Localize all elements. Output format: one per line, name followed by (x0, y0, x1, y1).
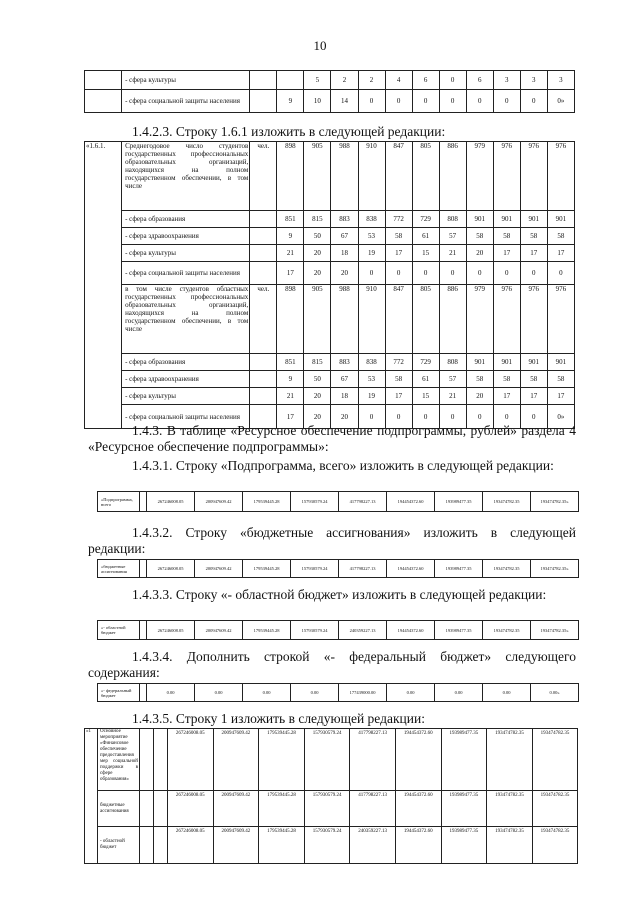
value-cell: 21 (439, 388, 466, 405)
table-row (85, 228, 575, 245)
value-cell: 17 (277, 262, 304, 285)
value-cell: 58 (385, 371, 412, 388)
row-label: в том числе студентов областных государственных профессиональных образовательных организаций, находящихся на полном государственном обеспечении, в том числе (122, 285, 250, 354)
value-cell: 179539445.28 (243, 560, 291, 578)
value-cell: 20 (304, 262, 331, 285)
empty-cell (140, 684, 147, 702)
table-row (85, 90, 575, 113)
value-cell: 3 (547, 71, 574, 90)
value-cell: 772 (385, 211, 412, 228)
table-row (98, 621, 579, 640)
value-cell: 194454372.60 (395, 729, 441, 791)
value-cell: 0» (547, 90, 574, 113)
value-cell: 0 (493, 90, 520, 113)
value-cell: 17 (385, 245, 412, 262)
value-cell: 193989477.35 (441, 729, 487, 791)
value-cell: 0.00 (291, 684, 339, 702)
paragraph-1-4-3-3: 1.4.3.3. Строку «- областной бюджет» изложить в следующей редакции: (132, 587, 547, 602)
value-cell: 179539445.28 (259, 791, 305, 827)
empty-cell (140, 621, 147, 640)
value-cell: 193474782.35 (483, 621, 531, 640)
row-number: «1.6.1. (85, 142, 122, 429)
value-cell: 20 (304, 245, 331, 262)
value-cell: 20 (304, 388, 331, 405)
value-cell: 901 (520, 211, 547, 228)
value-cell: 53 (358, 228, 385, 245)
value-cell: 194454372.60 (387, 621, 435, 640)
value-cell: 0 (412, 262, 439, 285)
value-cell: 57 (439, 228, 466, 245)
paragraph-1-4-3-1: 1.4.3.1. Строку «Подпрограмма, всего» изложить в следующей редакции: (132, 458, 554, 473)
unit-cell (250, 211, 277, 228)
value-cell: 6 (412, 71, 439, 90)
value-cell: 847 (385, 142, 412, 211)
value-cell: 240359227.13 (350, 827, 396, 864)
value-cell: 901 (547, 211, 574, 228)
value-cell: 805 (412, 285, 439, 354)
value-cell: 901 (493, 211, 520, 228)
paragraph-1-4-3-2: 1.4.3.2. Строку «бюджетные ассигнования» изложить в следующей редакции: (88, 525, 576, 556)
unit-cell (250, 388, 277, 405)
value-cell: 3 (493, 71, 520, 90)
value-cell: 58 (547, 228, 574, 245)
value-cell: 17 (385, 388, 412, 405)
value-cell: 0 (385, 262, 412, 285)
value-cell: 267246008.05 (147, 621, 195, 640)
value-cell: 20 (304, 405, 331, 429)
value-cell: 901 (520, 354, 547, 371)
value-cell: 267246008.05 (168, 827, 214, 864)
value-cell: 901 (466, 211, 493, 228)
value-cell: 0 (358, 90, 385, 113)
value-cell: 193474782.35 (487, 729, 533, 791)
value-cell: 19 (358, 388, 385, 405)
value-cell: 3 (520, 71, 547, 90)
value-cell: 0.00 (243, 684, 291, 702)
value-cell: 193474782.35 (532, 827, 578, 864)
row-label: - сфера социальной защиты населения (122, 90, 250, 113)
number-cell (85, 71, 122, 90)
value-cell: 976 (493, 142, 520, 211)
value-cell: 200947609.42 (213, 791, 259, 827)
table-row (85, 245, 575, 262)
value-cell: 910 (358, 142, 385, 211)
value-cell: 905 (304, 285, 331, 354)
value-cell: 267246008.05 (168, 729, 214, 791)
empty-cell (154, 791, 168, 827)
value-cell: 17 (547, 388, 574, 405)
unit-cell: чел. (250, 142, 277, 211)
table-row (98, 684, 579, 702)
value-cell: 14 (331, 90, 358, 113)
value-cell: 179539445.28 (259, 729, 305, 791)
value-cell: 67 (331, 371, 358, 388)
value-cell: 883 (331, 211, 358, 228)
value-cell: 157930579.24 (304, 729, 350, 791)
value-cell: 988 (331, 142, 358, 211)
row-label: «бюджетные ассигнования (98, 560, 140, 578)
row-label: - сфера культуры (122, 245, 250, 262)
row-label: - сфера здравоохранения (122, 371, 250, 388)
value-cell: 9 (277, 90, 304, 113)
value-cell: 200947609.42 (213, 827, 259, 864)
value-cell: 179539445.28 (243, 621, 291, 640)
value-cell: 851 (277, 211, 304, 228)
row-label: Среднегодовое число студентов государственных профессиональных образовательных организаций, находящихся на полном государственном обеспечении, в том числе (122, 142, 250, 211)
value-cell: 772 (385, 354, 412, 371)
value-cell: 0 (412, 405, 439, 429)
value-cell: 910 (358, 285, 385, 354)
empty-cell (140, 560, 147, 578)
value-cell: 0.00» (531, 684, 579, 702)
value-cell: 57 (439, 371, 466, 388)
value-cell: 193474782.35» (531, 621, 579, 640)
value-cell: 976 (493, 285, 520, 354)
value-cell: 193474782.35» (531, 492, 579, 512)
value-cell: 976 (520, 142, 547, 211)
value-cell: 58 (493, 371, 520, 388)
value-cell: 193474782.35 (487, 791, 533, 827)
value-cell: 58 (520, 228, 547, 245)
table-row (85, 371, 575, 388)
value-cell: 193474782.35 (483, 560, 531, 578)
value-cell: 18 (331, 388, 358, 405)
value-cell: 0 (385, 90, 412, 113)
value-cell: 179539445.28 (243, 492, 291, 512)
value-cell: 193989477.35 (435, 492, 483, 512)
paragraph-1-4-2-3: 1.4.2.3. Строку 1.6.1 изложить в следующей редакции: (132, 124, 446, 139)
value-cell: 20 (466, 388, 493, 405)
row-label: - сфера социальной защиты населения (122, 405, 250, 429)
value-cell: 0 (385, 405, 412, 429)
value-cell: 901 (493, 354, 520, 371)
value-cell: 58 (493, 228, 520, 245)
table-activity-1 (84, 728, 578, 864)
table-row (85, 262, 575, 285)
value-cell: 15 (412, 245, 439, 262)
value-cell: 58 (547, 371, 574, 388)
table-1-6-1 (84, 141, 575, 429)
value-cell: 200947609.42 (213, 729, 259, 791)
value-cell: 194454372.60 (395, 791, 441, 827)
table-row (98, 560, 579, 578)
row-label: бюджетные ассигнования (98, 791, 140, 827)
value-cell: 17 (520, 388, 547, 405)
value-cell: 0.00 (483, 684, 531, 702)
page-number: 10 (313, 38, 327, 53)
table-row-subprogram (97, 491, 579, 512)
value-cell: 15 (412, 388, 439, 405)
row-label: - сфера культуры (122, 388, 250, 405)
empty-cell (140, 729, 154, 791)
value-cell: 157930579.24 (291, 492, 339, 512)
value-cell: 193989477.35 (435, 621, 483, 640)
value-cell: 240359227.13 (339, 621, 387, 640)
value-cell: 901 (547, 354, 574, 371)
value-cell: 58 (466, 371, 493, 388)
value-cell: 193474782.35» (531, 560, 579, 578)
value-cell: 0 (520, 90, 547, 113)
value-cell: 0 (493, 405, 520, 429)
table-row (85, 791, 578, 827)
value-cell: 0 (493, 262, 520, 285)
value-cell: 901 (466, 354, 493, 371)
table-row (85, 142, 575, 211)
value-cell: 0 (466, 405, 493, 429)
value-cell: 2 (358, 71, 385, 90)
value-cell: 21 (439, 245, 466, 262)
paragraph-1-4-3-5: 1.4.3.5. Строку 1 изложить в следующей редакции: (132, 711, 425, 726)
value-cell: 0.00 (195, 684, 243, 702)
value-cell: 847 (385, 285, 412, 354)
value-cell: 9 (277, 228, 304, 245)
value-cell: 58 (466, 228, 493, 245)
value-cell: 193474782.35 (487, 827, 533, 864)
activity-title: Основное мероприятие «Финансовое обеспечение предоставления мер социальной поддержки в сфере образования» (98, 729, 140, 791)
value-cell: 58 (385, 228, 412, 245)
value-cell: 50 (304, 371, 331, 388)
value-cell: 0 (358, 405, 385, 429)
value-cell: 267246008.05 (168, 791, 214, 827)
value-cell: 17 (277, 405, 304, 429)
value-cell: 979 (466, 142, 493, 211)
value-cell: 808 (439, 354, 466, 371)
value-cell: 193989477.35 (435, 560, 483, 578)
value-cell: 200947609.42 (195, 621, 243, 640)
value-cell: 886 (439, 142, 466, 211)
table-row (85, 285, 575, 354)
value-cell: 838 (358, 354, 385, 371)
value-cell: 17 (493, 388, 520, 405)
value-cell: 193474782.35 (532, 791, 578, 827)
table-row (85, 211, 575, 228)
value-cell: 193989477.35 (441, 827, 487, 864)
value-cell: 5 (304, 71, 331, 90)
table-row (85, 354, 575, 371)
value-cell: 194454372.60 (395, 827, 441, 864)
value-cell: 10 (304, 90, 331, 113)
value-cell: 193474782.35 (532, 729, 578, 791)
value-cell: 815 (304, 211, 331, 228)
table-top (84, 70, 575, 113)
value-cell: 0 (439, 71, 466, 90)
value-cell: 805 (412, 142, 439, 211)
value-cell: 0 (358, 262, 385, 285)
value-cell: 20 (466, 245, 493, 262)
value-cell: 0» (547, 405, 574, 429)
value-cell: 729 (412, 354, 439, 371)
value-cell: 417798227.13 (339, 492, 387, 512)
value-cell: 17 (493, 245, 520, 262)
value-cell: 808 (439, 211, 466, 228)
value-cell: 17 (520, 245, 547, 262)
unit-cell (250, 354, 277, 371)
value-cell: 976 (547, 285, 574, 354)
value-cell: 0 (412, 90, 439, 113)
empty-cell (154, 729, 168, 791)
unit-cell (250, 71, 277, 90)
row-number: «1 (85, 729, 98, 864)
value-cell: 200947609.42 (195, 560, 243, 578)
value-cell: 0 (520, 405, 547, 429)
value-cell: 17 (547, 245, 574, 262)
unit-cell (250, 228, 277, 245)
value-cell: 20 (331, 405, 358, 429)
value-cell: 193989477.35 (441, 791, 487, 827)
value-cell: 179539445.28 (259, 827, 305, 864)
value-cell: 21 (277, 388, 304, 405)
value-cell: 979 (466, 285, 493, 354)
row-label: - областной бюджет (98, 827, 140, 864)
unit-cell (250, 371, 277, 388)
value-cell: 0 (439, 405, 466, 429)
value-cell: 976 (547, 142, 574, 211)
paragraph-1-4-3-4: 1.4.3.4. Дополнить строкой «- федеральный бюджет» следующего содержания: (88, 649, 576, 680)
value-cell: 0.00 (435, 684, 483, 702)
value-cell: 905 (304, 142, 331, 211)
value-cell: 6 (466, 71, 493, 90)
table-row (85, 827, 578, 864)
value-cell: 417798227.13 (339, 560, 387, 578)
value-cell: 21 (277, 245, 304, 262)
value-cell: 0 (439, 90, 466, 113)
table-row (98, 492, 579, 512)
value-cell: 9 (277, 371, 304, 388)
value-cell: 53 (358, 371, 385, 388)
value-cell: 886 (439, 285, 466, 354)
unit-cell: чел. (250, 285, 277, 354)
value-cell: 157930579.24 (291, 621, 339, 640)
table-row (85, 729, 578, 791)
value-cell: 194454372.60 (387, 560, 435, 578)
value-cell: 157930579.24 (304, 791, 350, 827)
unit-cell (250, 90, 277, 113)
value-cell (277, 71, 304, 90)
value-cell: 267246008.05 (147, 492, 195, 512)
empty-cell (140, 791, 154, 827)
value-cell: 0.00 (147, 684, 195, 702)
empty-cell (154, 827, 168, 864)
value-cell: 729 (412, 211, 439, 228)
paragraph-1-4-3: 1.4.3. В таблице «Ресурсное обеспечение подпрограммы, рублей» раздела 4 «Ресурсное обеспечение подпрограммы»: (88, 423, 576, 454)
value-cell: 177439000.00 (339, 684, 387, 702)
value-cell: 267246008.05 (147, 560, 195, 578)
value-cell: 0.00 (387, 684, 435, 702)
value-cell: 898 (277, 142, 304, 211)
value-cell: 200947609.42 (195, 492, 243, 512)
value-cell: 61 (412, 371, 439, 388)
value-cell: 157930579.24 (304, 827, 350, 864)
value-cell: 19 (358, 245, 385, 262)
unit-cell (250, 262, 277, 285)
row-label: «- федеральный бюджет (98, 684, 140, 702)
value-cell: 4 (385, 71, 412, 90)
empty-cell (140, 827, 154, 864)
value-cell: 50 (304, 228, 331, 245)
value-cell: 67 (331, 228, 358, 245)
value-cell: 0 (466, 90, 493, 113)
value-cell: 0 (520, 262, 547, 285)
value-cell: 838 (358, 211, 385, 228)
value-cell: 20 (331, 262, 358, 285)
table-row-federal (97, 683, 579, 702)
value-cell: 988 (331, 285, 358, 354)
row-label: - сфера социальной защиты населения (122, 262, 250, 285)
unit-cell (250, 245, 277, 262)
row-label: - сфера образования (122, 354, 250, 371)
value-cell: 976 (520, 285, 547, 354)
empty-cell (140, 492, 147, 512)
number-cell (85, 90, 122, 113)
row-label: - сфера культуры (122, 71, 250, 90)
value-cell: 417798227.13 (350, 791, 396, 827)
value-cell: 0 (547, 262, 574, 285)
value-cell: 58 (520, 371, 547, 388)
row-label: «- областной бюджет (98, 621, 140, 640)
row-label: «Подпрограмма, всего (98, 492, 140, 512)
value-cell: 851 (277, 354, 304, 371)
row-label: - сфера образования (122, 211, 250, 228)
table-row-budget (97, 559, 579, 578)
value-cell: 193474782.35 (483, 492, 531, 512)
table-row (85, 388, 575, 405)
value-cell: 883 (331, 354, 358, 371)
table-row-regional (97, 620, 579, 640)
value-cell: 18 (331, 245, 358, 262)
value-cell: 194454372.60 (387, 492, 435, 512)
value-cell: 157930579.24 (291, 560, 339, 578)
value-cell: 815 (304, 354, 331, 371)
value-cell: 898 (277, 285, 304, 354)
table-row (85, 71, 575, 90)
value-cell: 417798227.13 (350, 729, 396, 791)
row-label: - сфера здравоохранения (122, 228, 250, 245)
value-cell: 0 (466, 262, 493, 285)
value-cell: 61 (412, 228, 439, 245)
value-cell: 2 (331, 71, 358, 90)
value-cell: 0 (439, 262, 466, 285)
